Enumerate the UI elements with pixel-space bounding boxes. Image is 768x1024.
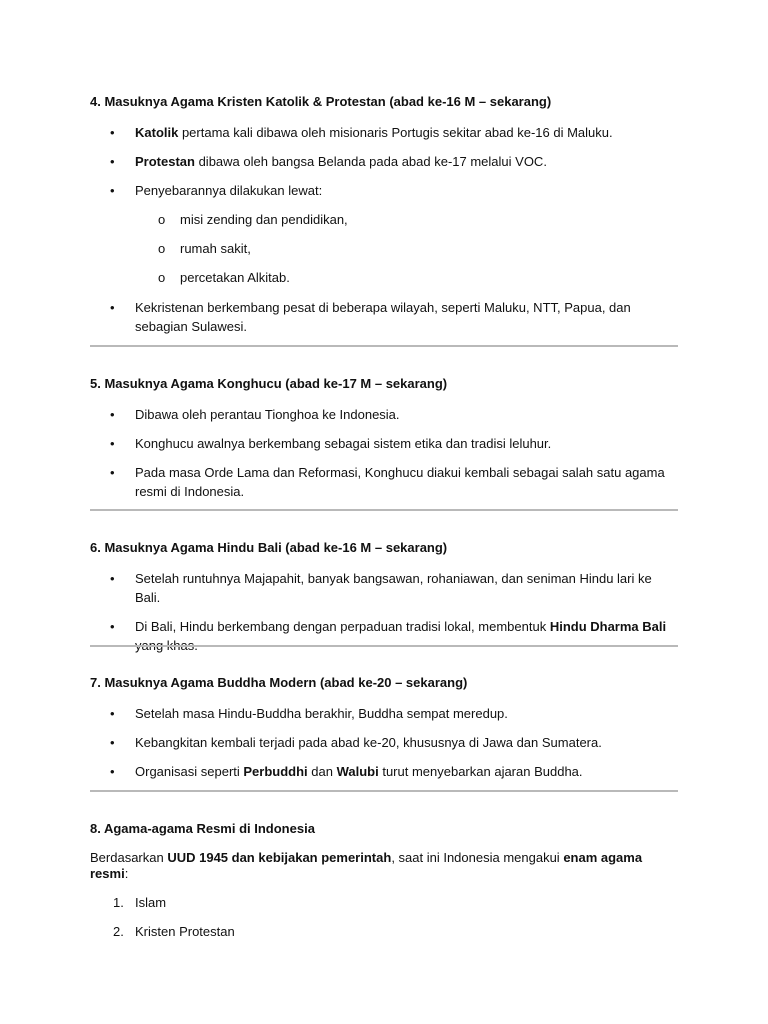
- numbered-item: 2. Kristen Protestan: [113, 924, 235, 939]
- section-7-list: [90, 704, 680, 781]
- list-item: • Katolik pertama kali dibawa oleh misionaris Portugis sekitar abad ke-16 di Maluku.: [110, 125, 613, 140]
- section-8-paragraph: Berdasarkan UUD 1945 dan kebijakan pemerintah, saat ini Indonesia mengakui enam agama resmi:: [90, 850, 643, 881]
- section-6-list: [90, 569, 680, 655]
- sub-bullet-icon: o: [158, 241, 166, 256]
- term-protestan: Protestan: [135, 154, 195, 169]
- section-5: [90, 376, 680, 501]
- bullet-icon: •: [110, 706, 115, 721]
- sub-list-item: o rumah sakit,: [158, 241, 251, 256]
- list-item: • Organisasi seperti Perbuddhi dan Walubi turut menyebarkan ajaran Buddha.: [110, 764, 583, 779]
- section-divider: [90, 509, 678, 511]
- section-5-heading: 5. Masuknya Agama Konghucu (abad ke-17 M – sekarang): [90, 376, 448, 391]
- term-enam-agama-resmi: enam agama resmi: [90, 850, 643, 881]
- term-perbuddhi: Perbuddhi: [243, 764, 308, 779]
- sub-bullet-icon: o: [158, 212, 166, 227]
- list-item: • Dibawa oleh perantau Tionghoa ke Indonesia.: [110, 407, 400, 422]
- section-7: [90, 675, 680, 781]
- list-item: • Setelah runtuhnya Majapahit, banyak bangsawan, rohaniawan, dan seniman Hindu lari ke Bali.: [110, 571, 652, 605]
- term-uud-1945: UUD 1945 dan kebijakan pemerintah: [167, 850, 392, 865]
- bullet-icon: •: [110, 407, 115, 422]
- bullet-icon: •: [110, 465, 115, 480]
- term-walubi: Walubi: [336, 764, 379, 779]
- bullet-icon: •: [110, 436, 115, 451]
- section-6: [90, 540, 680, 655]
- section-divider: [90, 345, 678, 347]
- list-item: • Pada masa Orde Lama dan Reformasi, Konghucu diakui kembali sebagai salah satu agama resmi di Indonesia.: [110, 465, 665, 499]
- list-item: • Konghucu awalnya berkembang sebagai sistem etika dan tradisi leluhur.: [110, 436, 552, 451]
- religions-numbered-list: [90, 895, 680, 940]
- section-4-list: [90, 123, 680, 336]
- list-item: • Kebangkitan kembali terjadi pada abad ke-20, khususnya di Jawa dan Sumatera.: [110, 735, 602, 750]
- list-item: • Setelah masa Hindu-Buddha berakhir, Buddha sempat meredup.: [110, 706, 508, 721]
- section-divider: [90, 645, 678, 647]
- bullet-icon: •: [110, 619, 115, 634]
- term-hindu-dharma-bali: Hindu Dharma Bali: [549, 619, 667, 634]
- list-item: • Protestan dibawa oleh bangsa Belanda pada abad ke-17 melalui VOC.: [110, 154, 547, 169]
- sub-list-item: o percetakan Alkitab.: [158, 270, 290, 285]
- section-divider: [90, 790, 678, 792]
- list-item: • Penyebarannya dilakukan lewat:: [110, 183, 323, 198]
- section-8-heading: 8. Agama-agama Resmi di Indonesia: [90, 821, 315, 836]
- term-katolik: Katolik: [135, 125, 179, 140]
- sub-bullet-icon: o: [158, 270, 166, 285]
- bullet-icon: •: [110, 154, 115, 169]
- list-item: • Di Bali, Hindu berkembang dengan perpaduan tradisi lokal, membentuk Hindu Dharma Bali yang khas.: [110, 619, 667, 653]
- section-4: [90, 94, 680, 336]
- sub-list-item: o misi zending dan pendidikan,: [158, 212, 348, 227]
- section-6-heading: 6. Masuknya Agama Hindu Bali (abad ke-16 M – sekarang): [90, 540, 448, 555]
- section-4-heading: 4. Masuknya Agama Kristen Katolik & Protestan (abad ke-16 M – sekarang): [90, 94, 552, 109]
- bullet-icon: •: [110, 300, 115, 315]
- section-5-list: [90, 405, 680, 501]
- section-7-heading: 7. Masuknya Agama Buddha Modern (abad ke-20 – sekarang): [90, 675, 468, 690]
- bullet-icon: •: [110, 735, 115, 750]
- list-item: • Kekristenan berkembang pesat di beberapa wilayah, seperti Maluku, NTT, Papua, dan sebagian Sulawesi.: [110, 300, 631, 334]
- section-8: [90, 821, 680, 940]
- bullet-icon: •: [110, 183, 115, 198]
- bullet-icon: •: [110, 571, 115, 586]
- bullet-icon: •: [110, 125, 115, 140]
- bullet-icon: •: [110, 764, 115, 779]
- numbered-item: 1. Islam: [113, 895, 167, 910]
